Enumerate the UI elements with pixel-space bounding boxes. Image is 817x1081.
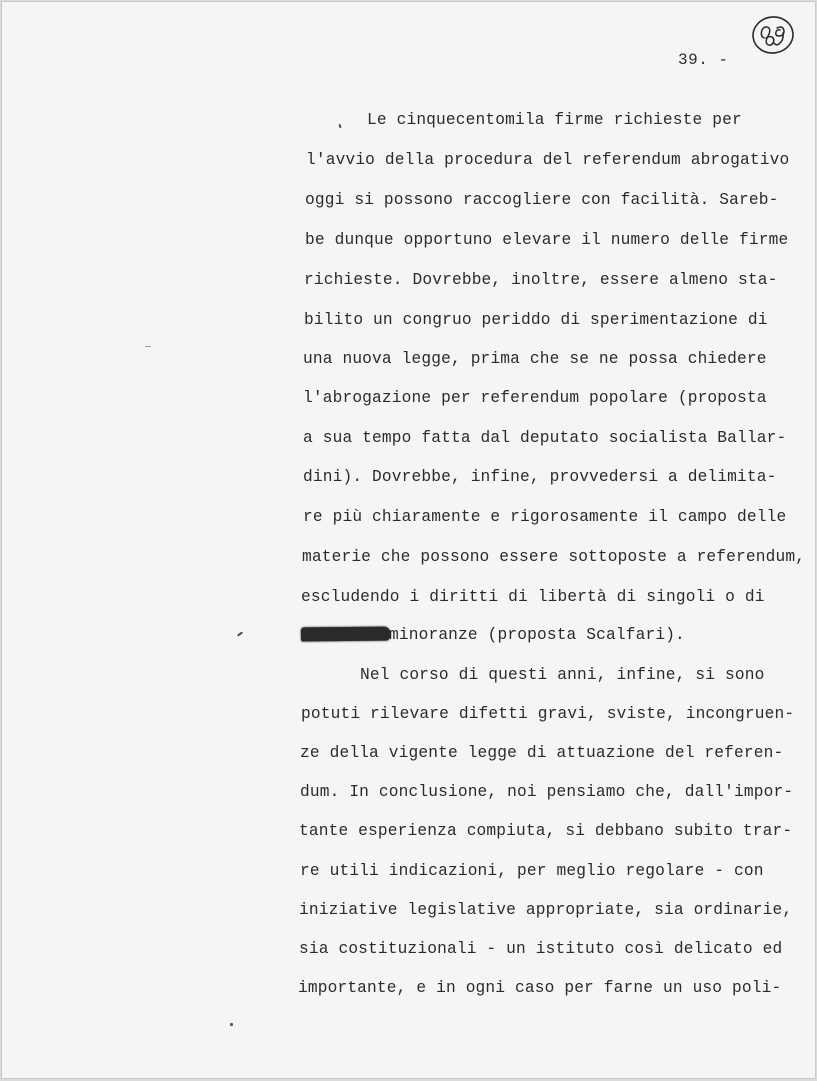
text-line-19: tante esperienza compiuta, si debbano subito trar- (299, 822, 793, 840)
text-line-4: be dunque opportuno elevare il numero delle firme (305, 231, 789, 249)
scan-mark (338, 124, 341, 128)
text-line-20: re utili indicazioni, per meglio regolare - con (300, 862, 764, 880)
text-line-22: sia costituzionali - un istituto così delicato ed (299, 940, 783, 958)
text-line-5: richieste. Dovrebbe, inoltre, essere almeno sta- (304, 271, 778, 289)
text-line-21: iniziative legislative appropriate, sia ordinarie, (299, 901, 793, 919)
text-line-8: l'abrogazione per referendum popolare (proposta (303, 389, 767, 407)
text-line-17: ze della vigente legge di attuazione del referen- (300, 744, 784, 762)
text-line-16: potuti rilevare difetti gravi, sviste, incongruen- (301, 705, 795, 723)
text-line-2: l'avvio della procedura del referendum abrogativo (306, 151, 790, 169)
folio-stamp-icon (750, 14, 796, 56)
text-line-1: Le cinquecentomila firme richieste per (367, 111, 742, 129)
text-line-12: materie che possono essere sottoposte a referendum, (302, 548, 806, 566)
text-line-13: escludendo i diritti di libertà di singoli o di (301, 588, 765, 606)
text-line-11: re più chiaramente e rigorosamente il campo delle (303, 508, 787, 526)
text-line-3: oggi si possono raccogliere con facilità. Sareb- (305, 191, 779, 209)
text-line-9: a sua tempo fatta dal deputato socialista Ballar- (303, 429, 787, 447)
text-line-18: dum. In conclusione, noi pensiamo che, dall'impor- (300, 783, 794, 801)
page-number: 39. - (678, 51, 729, 69)
text-line-23: importante, e in ogni caso per farne un uso poli- (298, 979, 782, 997)
scan-mark (145, 346, 151, 347)
text-line-14: minoranze (proposta Scalfari). (389, 626, 685, 644)
text-line-7: una nuova legge, prima che se ne possa chiedere (303, 350, 767, 368)
text-line-15: Nel corso di questi anni, infine, si sono (360, 666, 765, 684)
scan-mark (230, 1023, 233, 1026)
scan-mark (237, 631, 243, 636)
document-page (1, 1, 816, 1079)
text-line-6: bilito un congruo periddo di sperimentazione di (304, 311, 768, 329)
redaction-mark (301, 627, 390, 642)
text-line-10: dini). Dovrebbe, infine, provvedersi a delimita- (303, 468, 777, 486)
